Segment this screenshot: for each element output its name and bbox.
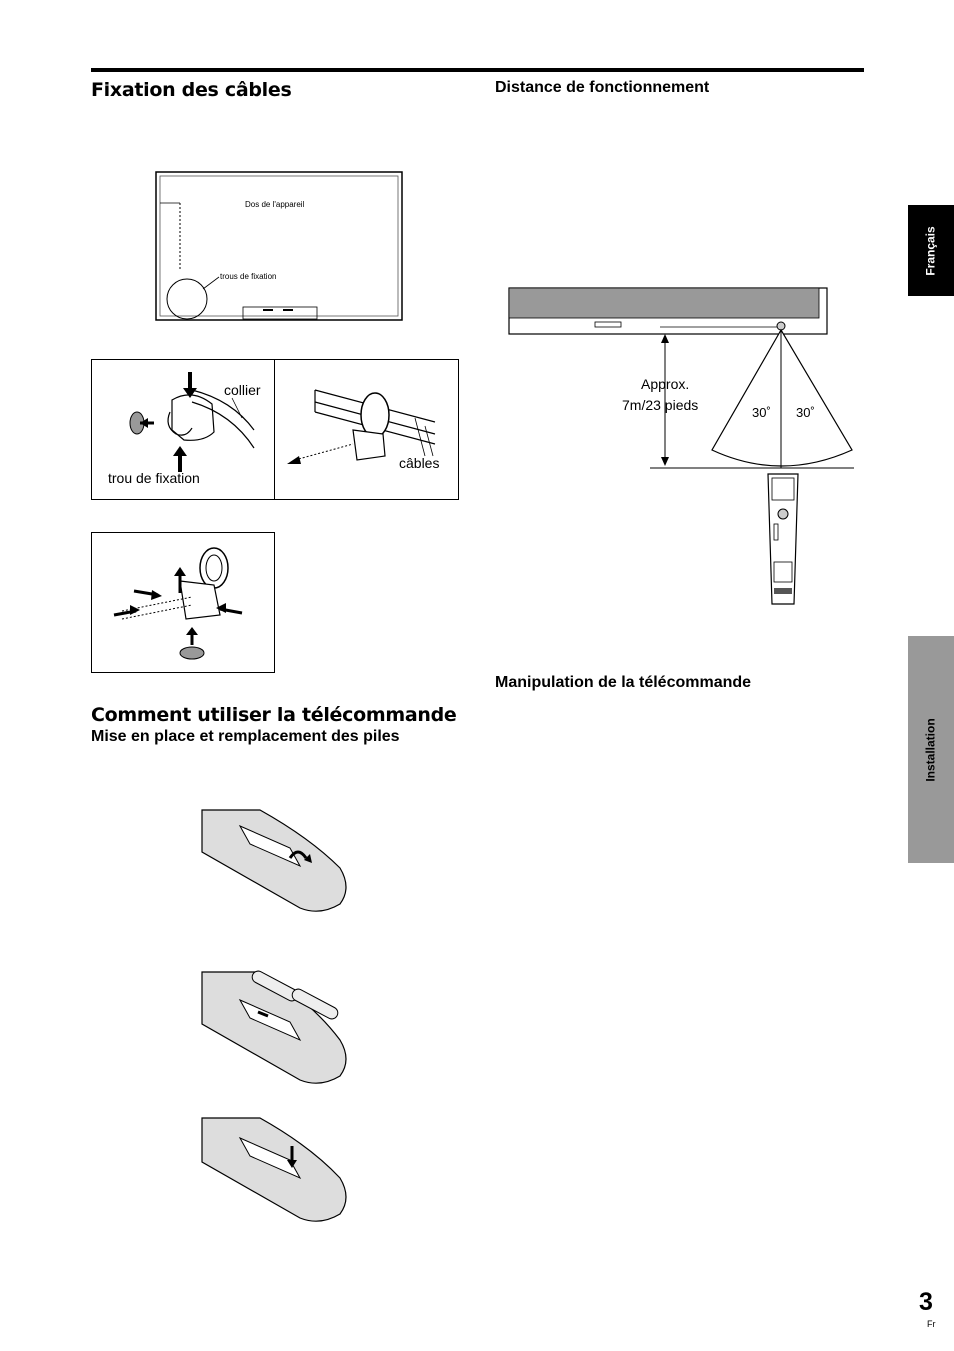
cable-bundle-drawing bbox=[275, 360, 459, 499]
back-panel-diagram bbox=[155, 171, 403, 321]
cable-section-title: Fixation des câbles bbox=[91, 79, 292, 101]
battery-step-3-drawing bbox=[200, 1116, 350, 1226]
clamp-diagram-box bbox=[91, 359, 459, 500]
approx-label: Approx. bbox=[641, 376, 690, 392]
battery-step-1-drawing bbox=[200, 808, 350, 916]
language-tab bbox=[908, 205, 954, 296]
angle-left-label: 30˚ bbox=[752, 405, 771, 420]
operating-distance-drawing bbox=[500, 282, 860, 612]
distance-section-title: Distance de fonctionnement bbox=[495, 79, 710, 96]
clamp-release-box bbox=[91, 532, 275, 673]
cables-label: câbles bbox=[399, 455, 440, 471]
angle-right-label: 30˚ bbox=[796, 405, 815, 420]
collier-label: collier bbox=[224, 382, 261, 398]
back-panel-label: Dos de l'appareil bbox=[245, 200, 305, 209]
back-panel-drawing bbox=[155, 171, 403, 321]
battery-step-2-drawing bbox=[200, 970, 350, 1088]
installation-tab bbox=[908, 636, 954, 863]
top-rule bbox=[91, 68, 864, 72]
installation-tab-label: Installation bbox=[924, 717, 938, 782]
trou-fixation-label: trou de fixation bbox=[108, 470, 200, 486]
page-lang-code: Fr bbox=[927, 1319, 936, 1329]
remote-section-subtitle: Mise en place et remplacement des piles bbox=[91, 728, 400, 745]
language-tab-label: Français bbox=[924, 225, 939, 276]
handling-section-title: Manipulation de la télécommande bbox=[495, 674, 752, 691]
distance-value: 7m/23 pieds bbox=[622, 397, 699, 413]
remote-control-illustration bbox=[768, 474, 798, 604]
remote-section-title: Comment utiliser la télécommande bbox=[91, 704, 457, 726]
page-number: 3 bbox=[919, 1288, 933, 1316]
holes-label: trous de fixation bbox=[220, 272, 277, 281]
clamp-release-drawing bbox=[92, 533, 274, 672]
